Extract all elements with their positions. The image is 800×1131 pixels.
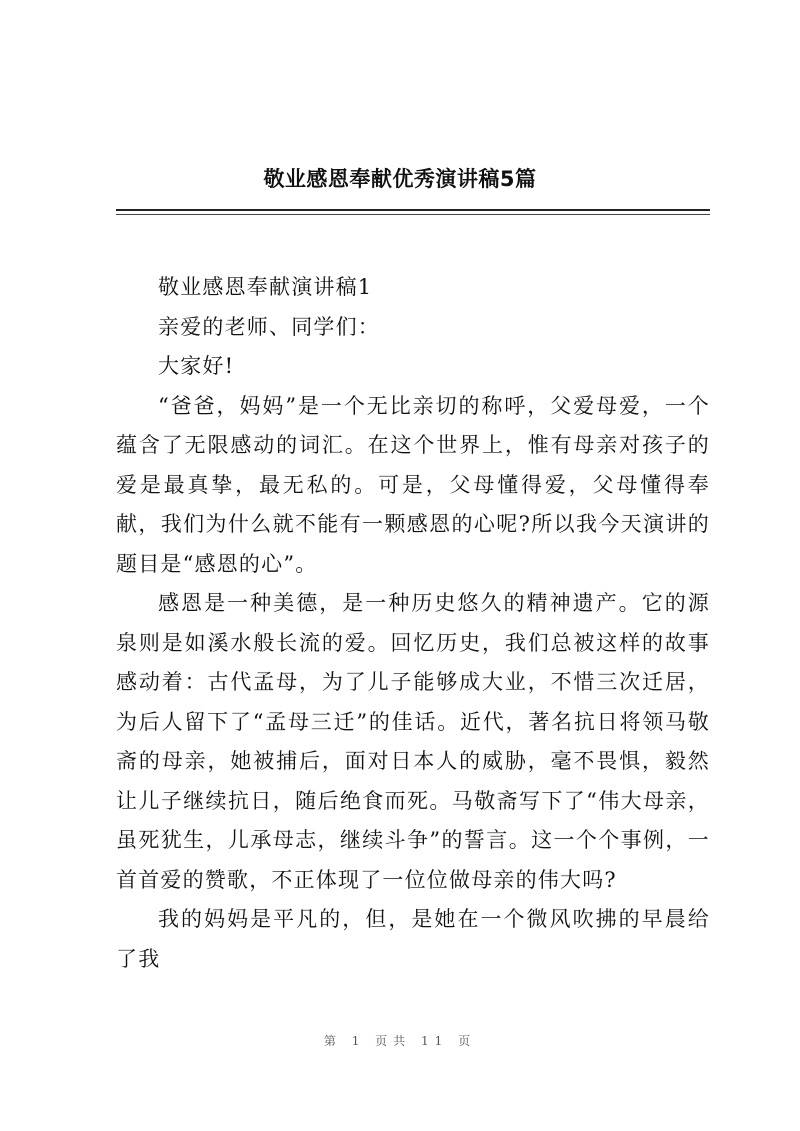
title-rule-thick	[116, 209, 710, 211]
page-label-suffix: 页	[458, 1034, 477, 1048]
page-label-middle: 页共	[375, 1034, 412, 1048]
total-page-count: 11	[421, 1034, 449, 1048]
page-label-prefix: 第	[323, 1034, 342, 1048]
title-rule-thin	[116, 214, 710, 215]
document-title: 敬业感恩奉献优秀演讲稿5篇	[263, 167, 537, 191]
paragraph: 我的妈妈是平凡的，但，是她在一个微风吹拂的早晨给了我	[116, 907, 710, 971]
speech-heading: 敬业感恩奉献演讲稿1	[158, 275, 373, 299]
current-page-number: 1	[351, 1034, 366, 1048]
paragraph: 感恩是一种美德，是一种历史悠久的精神遗产。它的源泉则是如溪水般长流的爱。回忆历史，我们总被这样的故事感动着：古代孟母，为了儿子能够成大业，不惜三次迁居，为后人留下了“孟母三迁”的佳话。近代，著名抗日将领马敬斋的母亲，她被捕后，面对日本人的威胁，毫不畏惧，毅然让儿子继续抗日，随后绝食而死。马敬斋写下了“伟大母亲，虽死犹生，儿承母志，继续斗争”的誓言。这一个个事例，一首首爱的赞歌，不正体现了一位位做母亲的伟大吗?	[116, 591, 710, 892]
greeting: 大家好!	[158, 354, 235, 378]
salutation: 亲爱的老师、同学们：	[158, 314, 380, 339]
document-body	[116, 268, 710, 979]
page-footer	[0, 1032, 800, 1050]
paragraph: “爸爸，妈妈”是一个无比亲切的称呼，父爱母爱，一个蕴含了无限感动的词汇。在这个世界上，惟有母亲对孩子的爱是最真挚，最无私的。可是，父母懂得爱，父母懂得奉献，我们为什么就不能有一颗感恩的心呢?所以我今天演讲的题目是“感恩的心”。	[116, 393, 710, 576]
